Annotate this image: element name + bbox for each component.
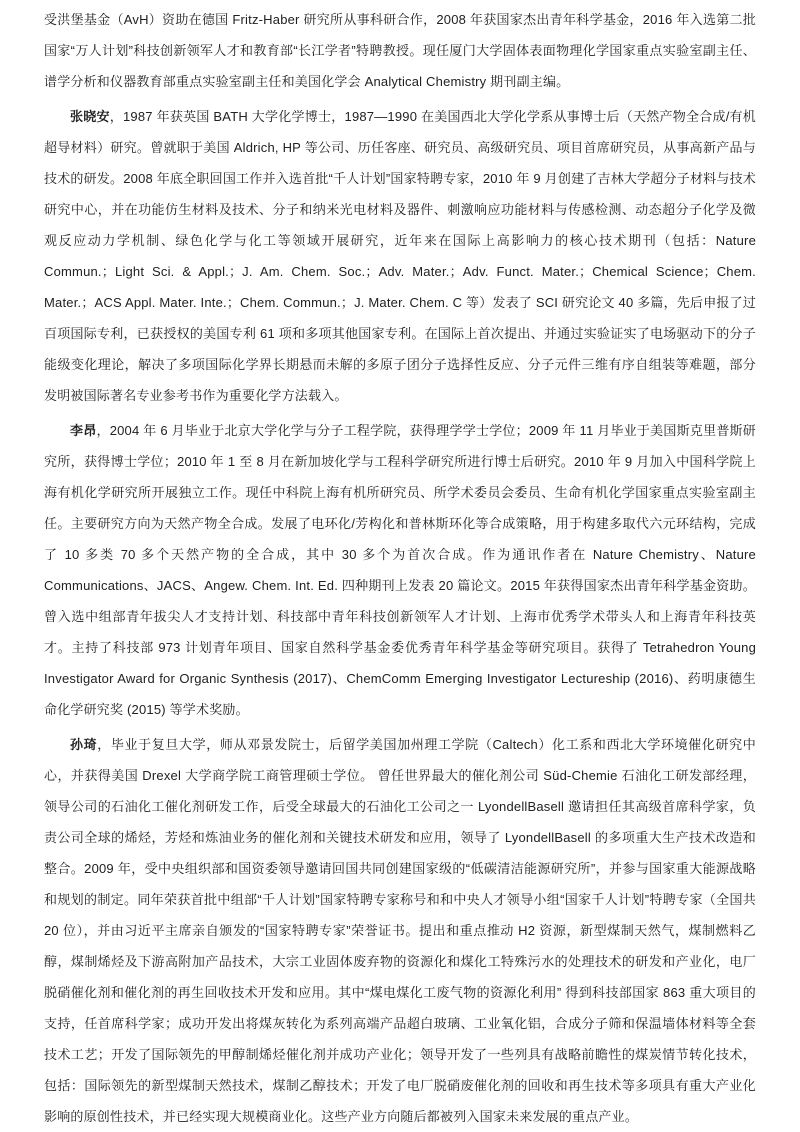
paragraph-bio-zhang-xiaoan [44,101,756,411]
paragraph-text: ，2004 年 6 月毕业于北京大学化学与分子工程学院，获得理学学士学位；2009 年 11 月毕业于美国斯克里普斯研究所，获得博士学位；2010 年 1 至 8 月在新加坡化学与工程科学研究所进行博士后研究。2010 年 9 月加入中国科学院上海有机化学研究所开展独立工作。现任中科院上海有机所研究员、所学术委员会委员、生命有机化学国家重点实验室副主任。主要研究方向为天然产物全合成。发展了电环化/芳构化和普林斯环化等合成策略，用于构建多取代六元环结构，完成了 10 多类 70 多个天然产物的全合成，其中 30 多个为首次合成。作为通讯作者在 Nature Chemistry、Nature Communications、JACS、Angew. Chem. Int. Ed. 四种期刊上发表 20 篇论文。2015 年获得国家杰出青年科学基金资助。曾入选中组部青年拔尖人才支持计划、科技部中青年科技创新领军人才计划、上海市优秀学术带头人和上海青年科技英才。主持了科技部 973 计划青年项目、国家自然科学基金委优秀青年科学基金等研究项目。获得了 Tetrahedron Young Investigator Award for Organic Synthesis (2017)、ChemComm Emerging Investigator Lectureship (2016)、药明康德生命化学研究奖 (2015) 等学术奖励。 [44,423,756,717]
paragraph-bio-continuation [44,4,756,97]
paragraph-bio-li-ang [44,415,756,725]
person-name: 张晓安 [70,109,110,124]
person-name: 李昂 [70,423,97,438]
paragraph-bio-sun-qi [44,729,756,1132]
paragraph-text: ，毕业于复旦大学，师从邓景发院士，后留学美国加州理工学院（Caltech）化工系和西北大学环境催化研究中心，并获得美国 Drexel 大学商学院工商管理硕士学位。 曾任世界最大的催化剂公司 Süd-Chemie 石油化工研发部经理，领导公司的石油化工催化剂研发工作，后受全球最大的石油化工公司之一 LyondellBasell 邀请担任其高级首席科学家，负责公司全球的烯烃，芳烃和炼油业务的催化剂和关键技术研发和应用，领导了 LyondellBasell 的多项重大生产技术改造和整合。2009 年，受中央组织部和国资委领导邀请回国共同创建国家级的“低碳清洁能源研究所”，并参与国家重大能源战略和规划的制定。同年荣获首批中组部“千人计划”国家特聘专家称号和和中央人才领导小组“国家千人计划”特聘专家（全国共 20 位），并由习近平主席亲自颁发的“国家特聘专家”荣誉证书。提出和重点推动 H2 资源，新型煤制天然气，煤制燃料乙醇，煤制烯烃及下游高附加产品技术，大宗工业固体废弃物的资源化和煤化工特殊污水的处理技术的研发和产业化，电厂脱硝催化剂和催化剂的再生回收技术开发和应用。其中“煤电煤化工废气物的资源化利用” 得到科技部国家 863 重大项目的支持，任首席科学家；成功开发出将煤灰转化为系列高端产品超白玻璃、工业氧化铝，合成分子筛和保温墙体材料等全套技术工艺；开发了国际领先的甲醇制烯烃催化剂并成功产业化；领导开发了一些列具有战略前瞻性的煤炭情节转化技术，包括：国际领先的新型煤制天然技术，煤制乙醇技术；开发了电厂脱硝废催化剂的回收和再生技术等多项具有重大产业化影响的原创性技术，并已经实现大规模商业化。这些产业方向随后都被列入国家未来发展的重点产业。 [44,737,756,1124]
paragraph-text: 受洪堡基金（AvH）资助在德国 Fritz-Haber 研究所从事科研合作，2008 年获国家杰出青年科学基金，2016 年入选第二批国家“万人计划”科技创新领军人才和教育部“长江学者”特聘教授。现任厦门大学固体表面物理化学国家重点实验室副主任、谱学分析和仪器教育部重点实验室副主任和美国化学会 Analytical Chemistry 期刊副主编。 [44,12,756,89]
paragraph-text: ，1987 年获英国 BATH 大学化学博士，1987—1990 在美国西北大学化学系从事博士后（天然产物全合成/有机超导材料）研究。曾就职于美国 Aldrich, HP 等公司、历任客座、研究员、高级研究员、项目首席研究员，从事高新产品与技术的研发。2008 年底全职回国工作并入选首批“千人计划”国家特聘专家，2010 年 9 月创建了吉林大学超分子材料与技术研究中心，并在功能仿生材料及技术、分子和纳米光电材料及器件、刺激响应功能材料与传感检测、动态超分子化学及微观反应动力学机制、绿色化学与化工等领域开展研究，近年来在国际上高影响力的核心技术期刊（包括：Nature Commun.；Light Sci. & Appl.；J. Am. Chem. Soc.；Adv. Mater.；Adv. Funct. Mater.；Chemical Science；Chem. Mater.；ACS Appl. Mater. Inte.；Chem. Commun.；J. Mater. Chem. C 等）发表了 SCI 研究论文 40 多篇，先后申报了过百项国际专利，已获授权的美国专利 61 项和多项其他国家专利。在国际上首次提出、并通过实验证实了电场驱动下的分子能级变化理论，解决了多项国际化学界长期悬而未解的多原子团分子选择性反应、分子元件三维有序自组装等难题，部分发明被国际著名专业参考书作为重要化学方法载入。 [44,109,757,403]
person-name: 孙琦 [70,737,98,752]
